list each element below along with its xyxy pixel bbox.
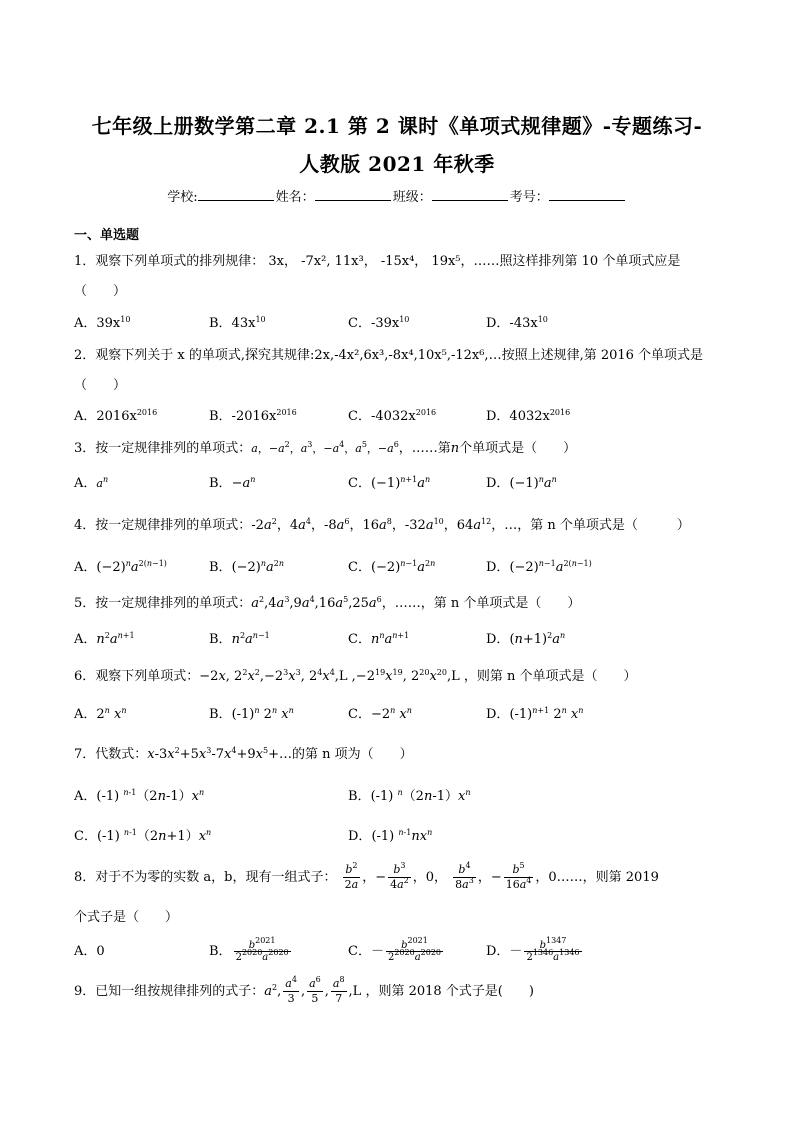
- school-label: 学校:: [167, 190, 198, 205]
- q8-stem-line2: 个式子是（ ）: [74, 910, 179, 925]
- title-line-1: 七年级上册数学第二章 2.1 第 2 课时《单项式规律题》-专题练习-: [91, 114, 703, 138]
- name-label: 姓名：: [275, 190, 315, 205]
- q2-option-b[interactable]: B．$-2016x^{2016}$: [209, 408, 297, 424]
- class-blank[interactable]: [432, 188, 508, 201]
- q4-option-d[interactable]: D．$(-2)^{n-1}a^{2(n-1)}$: [486, 559, 592, 575]
- q6-option-b[interactable]: B．$(-1)^n$ 2$^n$ $x^n$: [209, 706, 294, 722]
- q5-option-a[interactable]: A．$n^2a^{n+1}$: [74, 631, 135, 647]
- student-info: [0, 186, 794, 205]
- q1-paren: （ ）: [74, 284, 127, 299]
- q3-option-a[interactable]: A．$a^n$: [74, 475, 109, 491]
- q2-paren: （ ）: [74, 378, 127, 393]
- q3-option-d[interactable]: D．$(-1)^na^n$: [486, 475, 557, 491]
- q1-option-a[interactable]: A．$39x^{10}$: [74, 315, 131, 331]
- q5-option-c[interactable]: C．$n^na^{n+1}$: [348, 631, 410, 647]
- exam-blank[interactable]: [549, 188, 625, 201]
- section-title: 一、单选题: [74, 228, 140, 243]
- q8-option-b[interactable]: B． $\frac{b^{2021}}{2^{2020}a^{2020}}$: [209, 936, 289, 963]
- q1-option-c[interactable]: C．$-39x^{10}$: [348, 315, 410, 331]
- q5-option-b[interactable]: B．$n^2a^{n-1}$: [209, 631, 270, 647]
- q7-option-c[interactable]: C．(-1) $^{n-1}(2n+1)x^n$: [74, 828, 212, 844]
- exam-label: 考号：: [509, 190, 549, 205]
- q2-option-d[interactable]: D．$4032x^{2016}$: [486, 408, 571, 424]
- q4-stem: 4．按一定规律排列的单项式：$-2a^2$，$4a^4$，$-8a^6$，$16a^8$，$-32a^{10}$，$64a^{12}$，…，第 n 个单项式是（ ）: [74, 517, 690, 533]
- q8-option-a[interactable]: A．0: [74, 944, 105, 959]
- q6-stem: 6．观察下列单项式：−2x, $2^2x^2,-2^3x^3$, $2^4x^4,L$ $,-2^{19}x^{19}$, $2^{20}x^{20},L$ ，则第 n 个单项式是（ ）: [74, 668, 637, 684]
- q6-option-d[interactable]: D．$(-1)^{n+1}$ 2$^n$ $x^n$: [486, 706, 584, 722]
- q3-stem: 3．按一定规律排列的单项式：a，$-a^2$，$a^3$，$-a^4$，$a^5$，$-a^6$，……第n个单项式是（ ）: [74, 440, 577, 456]
- title-line-2: 人教版 2021 年秋季: [299, 152, 495, 176]
- q7-option-b[interactable]: B．(-1) $^n(2n-1)x^n$: [348, 788, 471, 804]
- q2-option-c[interactable]: C．$-4032x^{2016}$: [348, 408, 437, 424]
- q2-stem: 2．观察下列关于 x 的单项式,探究其规律:2x,-4x²,6x³,-8x⁴,10x⁵,-12x⁶,…按照上述规律,第 2016 个单项式是: [74, 348, 704, 363]
- q1-stem: 1．观察下列单项式的排列规律： 3x， -7x², 11x³， -15x⁴， 19x⁵，……照这样排列第 10 个单项式应是: [74, 254, 681, 269]
- q4-option-b[interactable]: B．$(-2)^na^{2n}$: [209, 559, 285, 575]
- q3-option-c[interactable]: C．$(-1)^{n+1}a^n$: [348, 475, 431, 491]
- q7-option-a[interactable]: A．(-1) $^{n-1}(2n-1)x^n$: [74, 788, 205, 804]
- q4-option-a[interactable]: A．$(-2)^na^{2(n-1)}$: [74, 559, 167, 575]
- q4-option-c[interactable]: C．$(-2)^{n-1}a^{2n}$: [348, 559, 436, 575]
- q5-stem: 5．按一定规律排列的单项式：$a^2,4a^3,9a^4,16a^5,25a^6$，……，第 n 个单项式是（ ）: [74, 595, 581, 611]
- q8-stem: 8．对于不为零的实数 a，b，现有一组式子： $\frac{b^2}{2a}$ ，− $\frac{b^3}{4a^2}$ ，0， $\frac{b^4}{8a^3}$ ，− $\frac{b^5}{16a^4}$ ，0……，则第 2019: [74, 861, 659, 891]
- q9-stem: 9．已知一组按规律排列的式子：$a^2$, $\frac{a^4}{3}$ , $\frac{a^6}{5}$ , $\frac{a^8}{7}$ ,L ，则第 2018 个式子是( ): [74, 975, 534, 1005]
- q5-option-d[interactable]: D．$(n+1)^2a^n$: [486, 631, 566, 647]
- q6-option-c[interactable]: C．$-2^n$ $x^n$: [348, 706, 412, 722]
- q1-option-b[interactable]: B．$43x^{10}$: [209, 315, 266, 331]
- q2-option-a[interactable]: A．$2016x^{2016}$: [74, 408, 158, 424]
- q1-option-d[interactable]: D．$-43x^{10}$: [486, 315, 548, 331]
- q8-option-c[interactable]: C．－ $\frac{b^{2021}}{2^{2020}a^{2020}}$: [348, 936, 442, 963]
- school-blank[interactable]: [198, 188, 274, 201]
- class-label: 班级：: [392, 190, 432, 205]
- name-blank[interactable]: [315, 188, 391, 201]
- q6-option-a[interactable]: A．2$^n$ $x^n$: [74, 706, 127, 722]
- q7-option-d[interactable]: D．(-1) $^{n-1}nx^n$: [348, 828, 433, 844]
- q3-option-b[interactable]: B．$-a^n$: [209, 475, 256, 491]
- q8-option-d[interactable]: D．－ $\frac{b^{1347}}{2^{1346}a^{1346}}$: [486, 936, 580, 963]
- q7-stem: 7．代数式：$x-3x^2+5x^3-7x^4+9x^5+\dots$的第 n 项为（ ）: [74, 746, 413, 762]
